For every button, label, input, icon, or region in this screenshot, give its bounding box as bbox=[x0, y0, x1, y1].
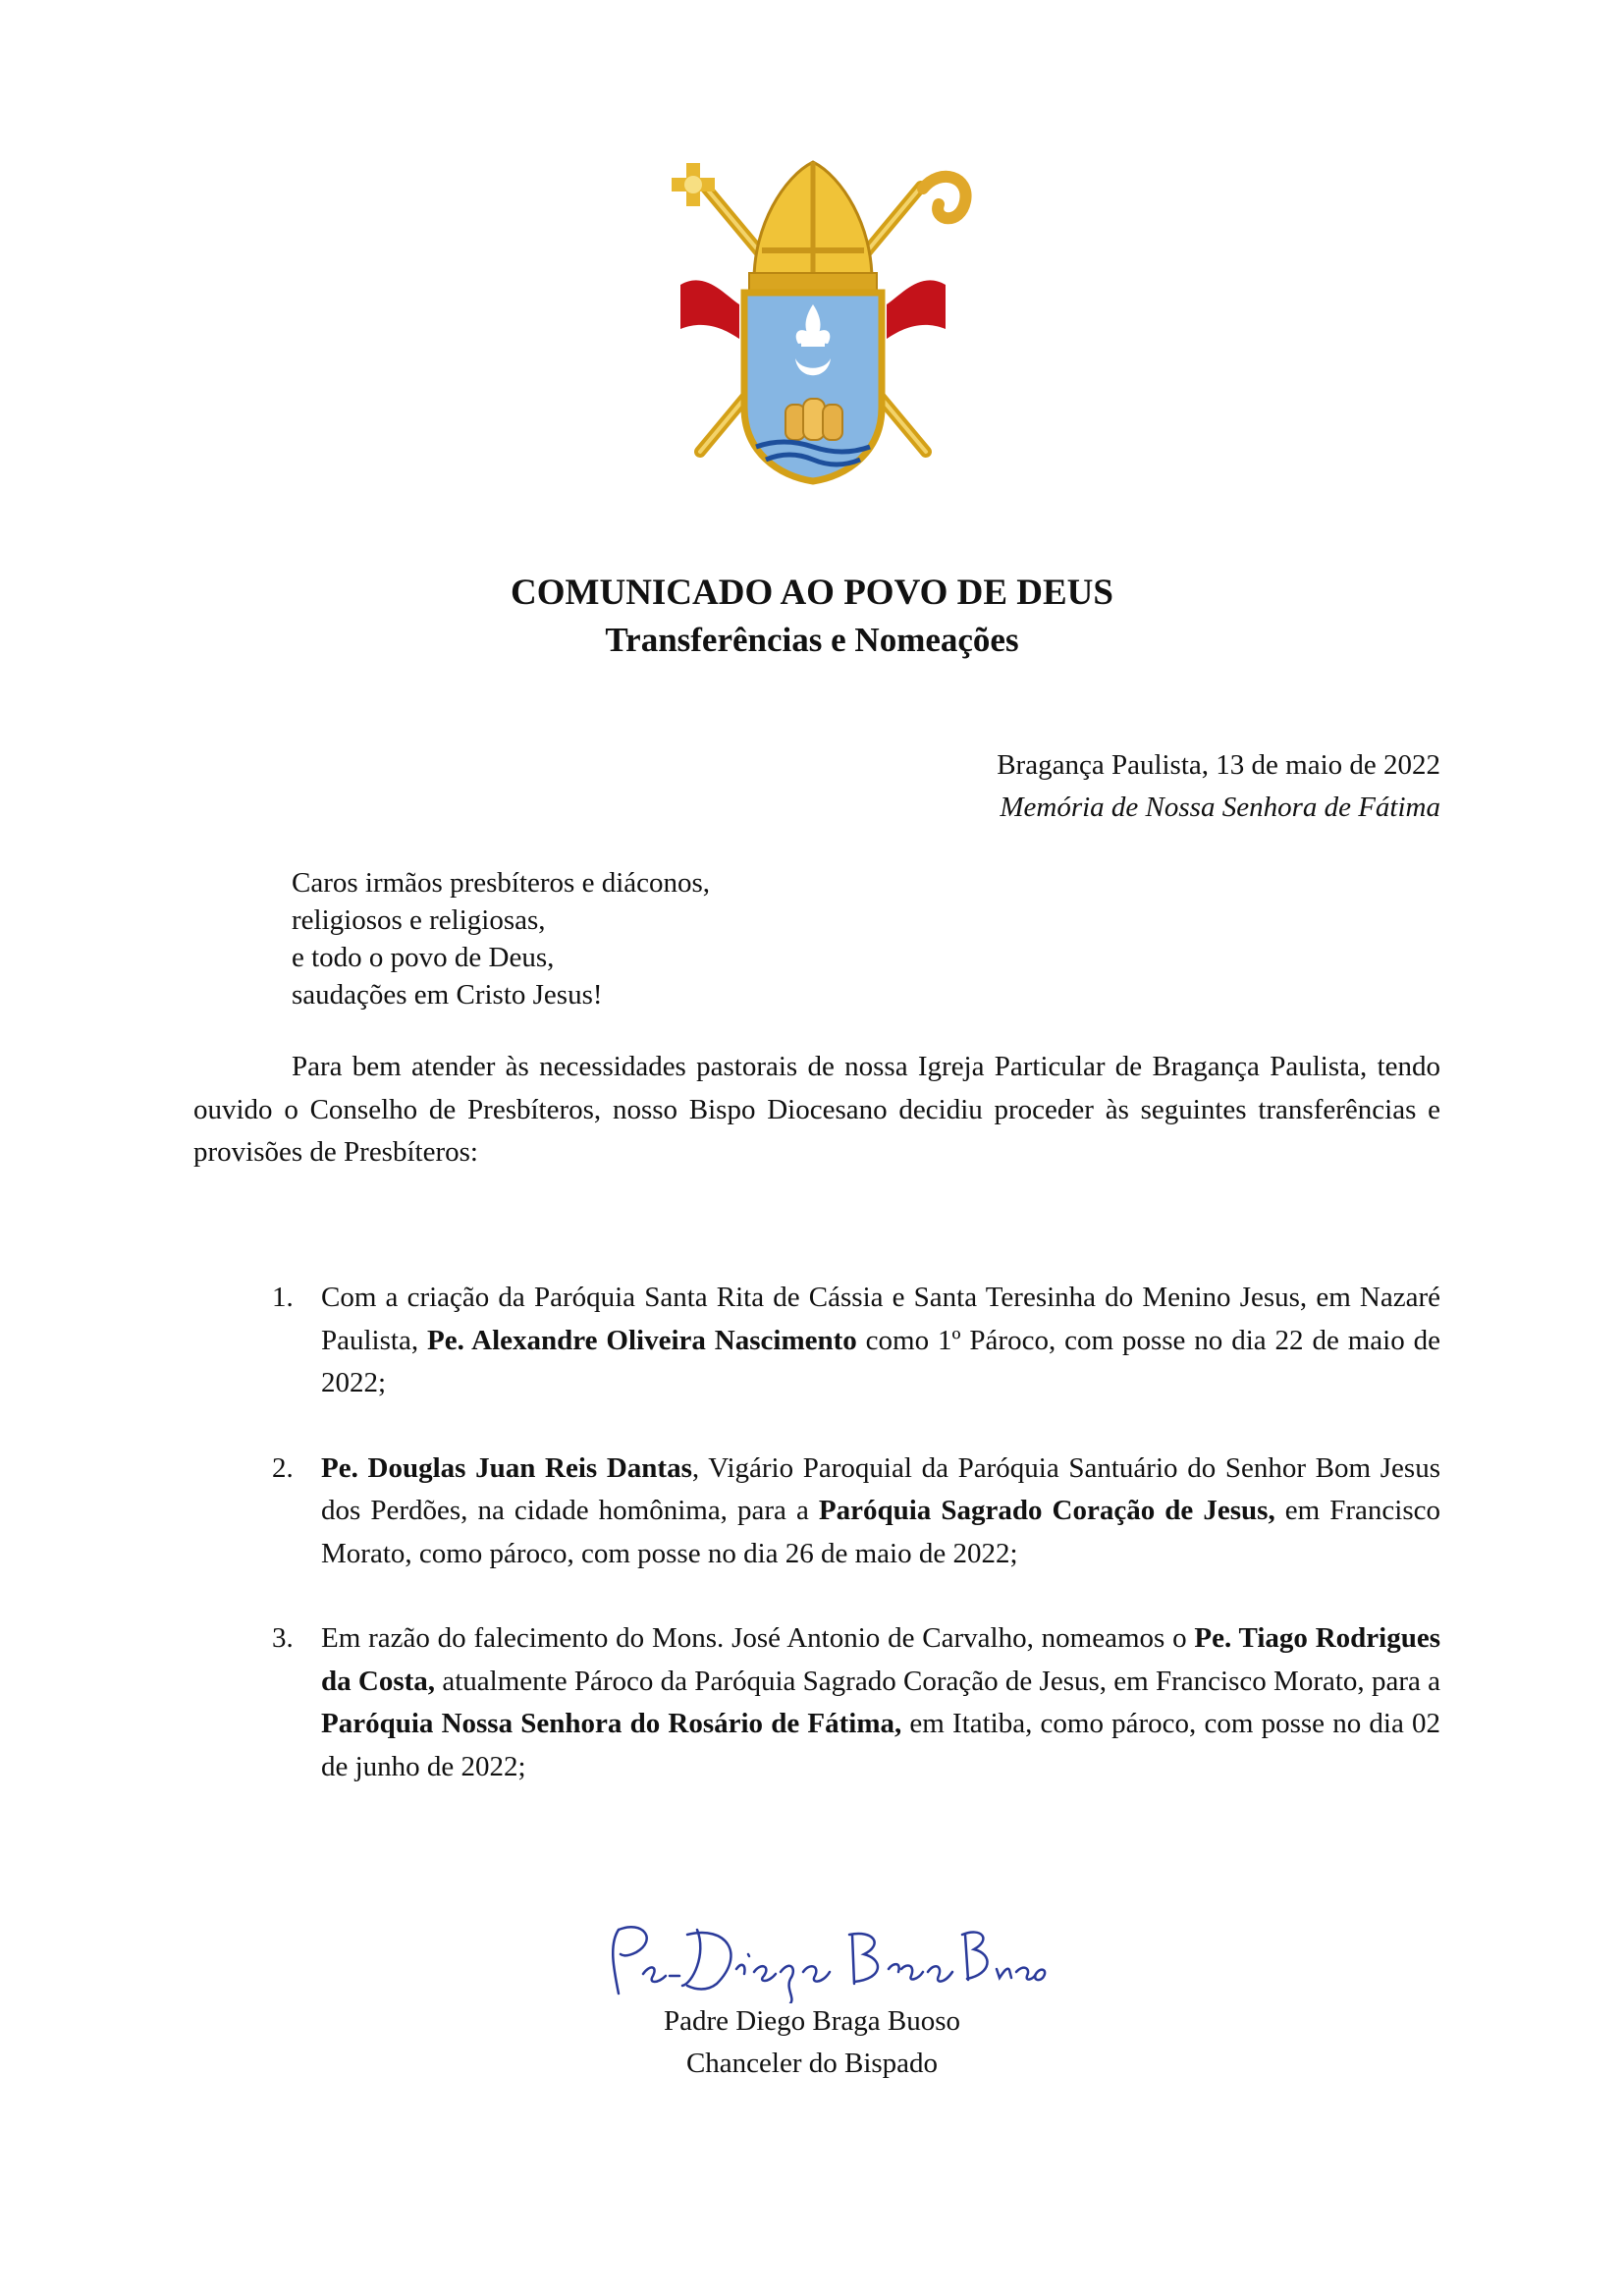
priest-name: Pe. Tiago Rodrigues da Costa, bbox=[321, 1622, 1440, 1697]
greeting-line: religiosos e religiosas, bbox=[292, 904, 546, 936]
greeting-line: Caros irmãos presbíteros e diáconos, bbox=[292, 867, 711, 899]
parish-name: Paróquia Nossa Senhora do Rosário de Fátima, bbox=[321, 1708, 902, 1739]
place-date: Bragança Paulista, 13 de maio de 2022 bbox=[997, 749, 1440, 781]
item-number: 3. bbox=[272, 1622, 294, 1654]
item-number: 2. bbox=[272, 1451, 294, 1484]
signer-role: Chanceler do Bispado bbox=[685, 2048, 939, 2079]
priest-name: Pe. Alexandre Oliveira Nascimento bbox=[427, 1324, 857, 1356]
item-text: , Vigário Paroquial da Paróquia Santuário do Senhor Bom Jesus dos Perdões, na cidade homônima, para a bbox=[321, 1451, 1440, 1526]
diocesan-crest-logo bbox=[646, 157, 980, 506]
dateline bbox=[997, 744, 1440, 829]
greeting bbox=[292, 864, 710, 1013]
document-subtitle: Transferências e Nomeações bbox=[605, 621, 1019, 659]
item-text: em Itatiba, como pároco, com posse no dia 02 de junho de 2022; bbox=[321, 1708, 1440, 1782]
list-item bbox=[193, 1448, 1440, 1576]
memorial-day: Memória de Nossa Senhora de Fátima bbox=[1000, 792, 1440, 823]
signature-block bbox=[0, 2000, 1624, 2085]
document-header bbox=[0, 570, 1624, 664]
parish-name: Paróquia Sagrado Coração de Jesus, bbox=[818, 1495, 1275, 1526]
intro-paragraph: Para bem atender às necessidades pastorais de nossa Igreja Particular de Bragança Paulista, tendo ouvido o Conselho de Presbíteros, nosso Bispo Diocesano decidiu proceder às seguintes transferências e provisões de Presbíteros: bbox=[193, 1051, 1440, 1168]
greeting-line: e todo o povo de Deus, bbox=[292, 942, 555, 973]
list-item bbox=[193, 1277, 1440, 1405]
greeting-line: saudações em Cristo Jesus! bbox=[292, 979, 603, 1011]
item-text: em Francisco Morato, como pároco, com posse no dia 26 de maio de 2022; bbox=[321, 1495, 1440, 1569]
item-text: atualmente Pároco da Paróquia Sagrado Coração de Jesus, em Francisco Morato, para a bbox=[435, 1665, 1441, 1697]
signer-name: Padre Diego Braga Buoso bbox=[663, 2005, 961, 2037]
document-title: COMUNICADO AO POVO DE DEUS bbox=[511, 573, 1113, 613]
item-text: Em razão do falecimento do Mons. José Antonio de Carvalho, nomeamos o bbox=[321, 1622, 1195, 1654]
item-text: Com a criação da Paróquia Santa Rita de Cássia e Santa Teresinha do Menino Jesus, em Nazaré Paulista, bbox=[321, 1282, 1440, 1356]
appointments-list bbox=[193, 1277, 1440, 1788]
list-item bbox=[193, 1617, 1440, 1788]
priest-name: Pe. Douglas Juan Reis Dantas bbox=[321, 1451, 692, 1484]
item-text: como 1º Pároco, com posse no dia 22 de maio de 2022; bbox=[321, 1324, 1440, 1398]
handwritten-signature bbox=[589, 1915, 1051, 2003]
item-number: 1. bbox=[272, 1282, 294, 1313]
